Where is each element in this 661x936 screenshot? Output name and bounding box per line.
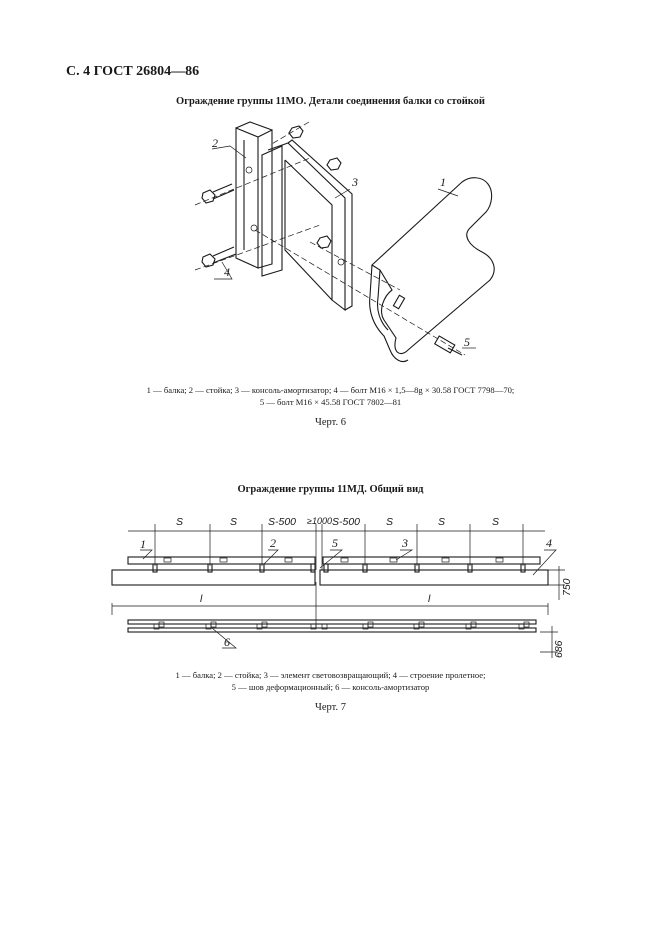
callout-1: 1 bbox=[440, 175, 446, 189]
callout-3: 3 bbox=[352, 175, 358, 189]
drawing6-title: Ограждение группы 11МО. Детали соединения балки со стойкой bbox=[176, 96, 485, 107]
callout-6: 6 bbox=[224, 635, 230, 649]
spacing-label: S bbox=[230, 516, 238, 528]
callout-1: 1 bbox=[140, 537, 146, 551]
callout-4: 4 bbox=[224, 265, 230, 279]
spacing-label: S-500 bbox=[332, 516, 361, 528]
drawing7-title: Ограждение группы 11МД. Общий вид bbox=[237, 484, 424, 495]
length-label: l bbox=[428, 593, 431, 605]
callout-5: 5 bbox=[332, 536, 338, 550]
drawing7-legend-line1: 1 — балка; 2 — стойка; 3 — элемент световозвращающий; 4 — строение пролетное; bbox=[175, 670, 486, 680]
drawing7-caption: Черт. 7 bbox=[315, 702, 346, 713]
drawing7-legend-line2: 5 — шов деформационный; 6 — консоль-амортизатор bbox=[231, 682, 430, 692]
callout-5: 5 bbox=[464, 335, 470, 349]
dimension-686: 686 bbox=[553, 640, 565, 658]
dimension-750: 750 bbox=[561, 578, 573, 596]
plan-view bbox=[128, 620, 558, 658]
length-label: l bbox=[200, 593, 203, 605]
beam-elevation bbox=[112, 557, 565, 600]
callout-2: 2 bbox=[270, 536, 276, 550]
spacing-label: S bbox=[438, 516, 446, 528]
callout-4: 4 bbox=[546, 536, 552, 550]
spacing-label: S bbox=[176, 516, 184, 528]
spacing-label: S bbox=[386, 516, 394, 528]
callout-3: 3 bbox=[402, 536, 408, 550]
page-header: С. 4 ГОСТ 26804—86 bbox=[66, 64, 200, 79]
spacing-label: ≥1000 bbox=[307, 516, 332, 526]
callout-2: 2 bbox=[212, 136, 218, 150]
spacing-label: S bbox=[492, 516, 500, 528]
drawing6-legend-line2: 5 — болт М16 × 45.58 ГОСТ 7802—81 bbox=[259, 397, 402, 407]
spacing-label: S-500 bbox=[268, 516, 297, 528]
drawing6-legend-line1: 1 — балка; 2 — стойка; 3 — консоль-амортизатор; 4 — болт М16 × 1,5—8g × 30.58 ГОСТ 7798—70; bbox=[146, 385, 515, 395]
drawing6-caption: Черт. 6 bbox=[315, 417, 346, 428]
